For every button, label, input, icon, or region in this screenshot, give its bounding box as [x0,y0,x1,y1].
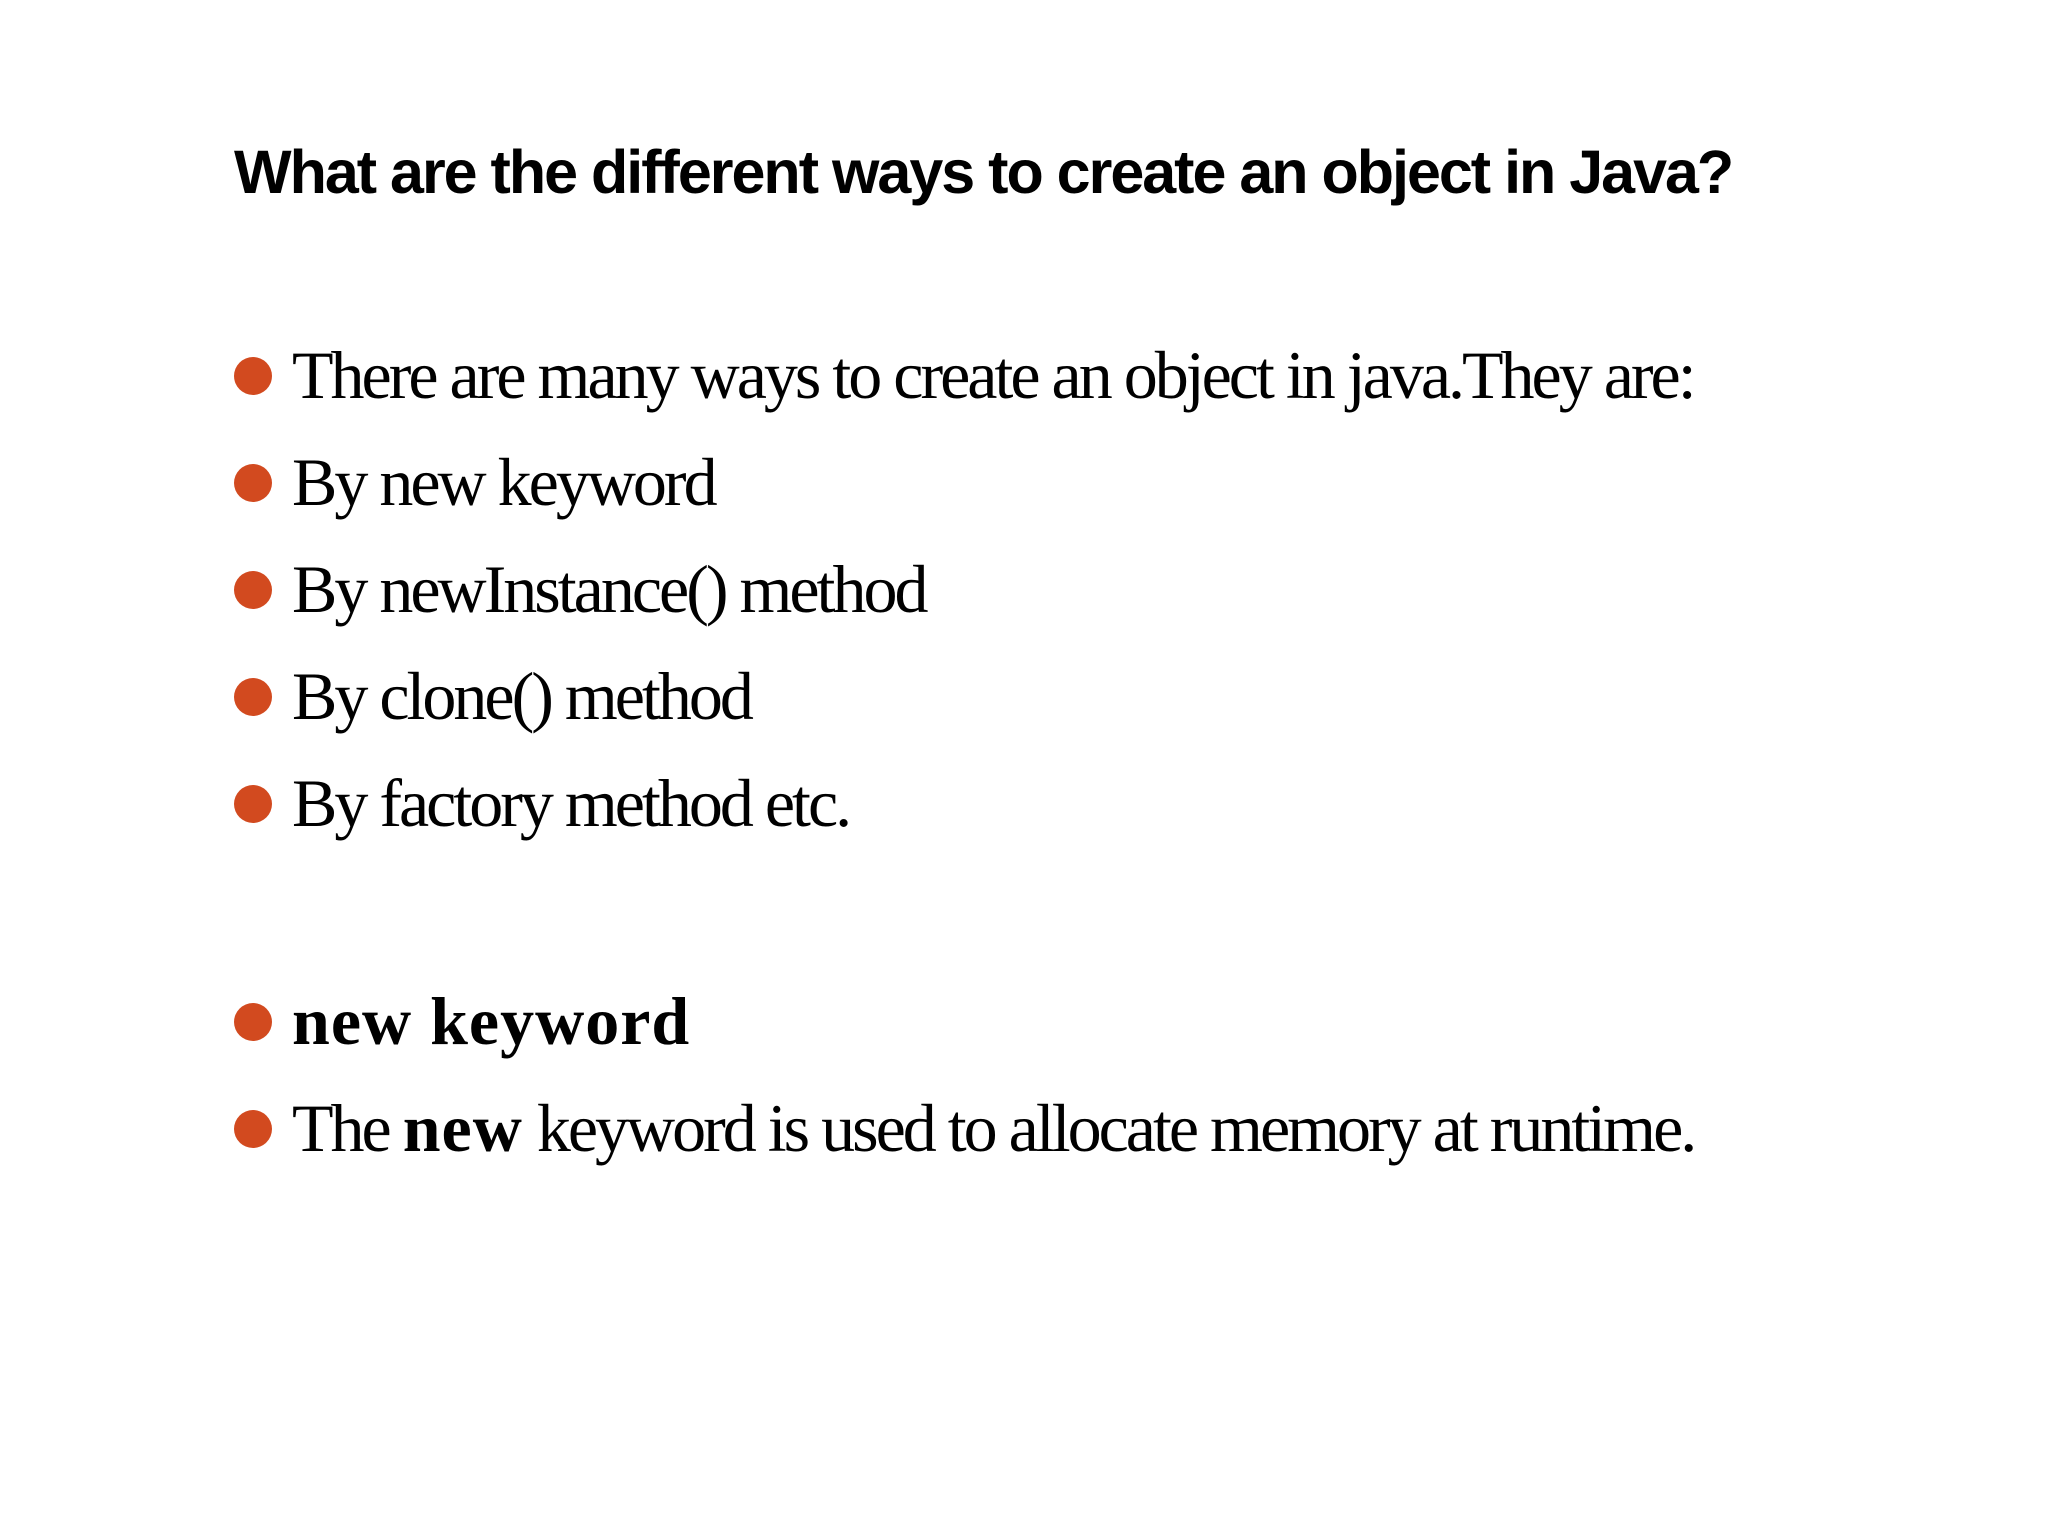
bullet-item-new-keyword-heading [234,981,690,1063]
bullet-dot-icon [234,464,272,502]
bullet-text-prefix: The [292,1090,403,1166]
bullet-text-emphasis: new [402,1090,523,1166]
bullet-text: By newInstance() method [292,551,926,627]
bullet-item-factory [234,763,849,845]
bullet-text: There are many ways to create an object in java.They are: [292,337,1694,413]
bullet-heading-text: new keyword [292,983,691,1059]
bullet-dot-icon [234,357,272,395]
bullet-dot-icon [234,1110,272,1148]
bullet-item-clone [234,656,751,738]
bullet-text: By factory method etc. [292,765,850,841]
bullet-item-newinstance [234,549,925,631]
bullet-dot-icon [234,1003,272,1041]
bullet-text [292,1088,1694,1170]
bullet-dot-icon [234,678,272,716]
bullet-dot-icon [234,571,272,609]
bullet-text-suffix: keyword is used to allocate memory at runtime. [522,1090,1695,1166]
bullet-text: By clone() method [292,658,751,734]
bullet-item-new-keyword [234,442,715,524]
bullet-item-many-ways [234,335,1694,417]
bullet-text: By new keyword [292,444,715,520]
bullet-dot-icon [234,785,272,823]
bullet-item-new-description [234,1088,1694,1170]
slide-title: What are the different ways to create an object in Java? [234,138,1733,206]
